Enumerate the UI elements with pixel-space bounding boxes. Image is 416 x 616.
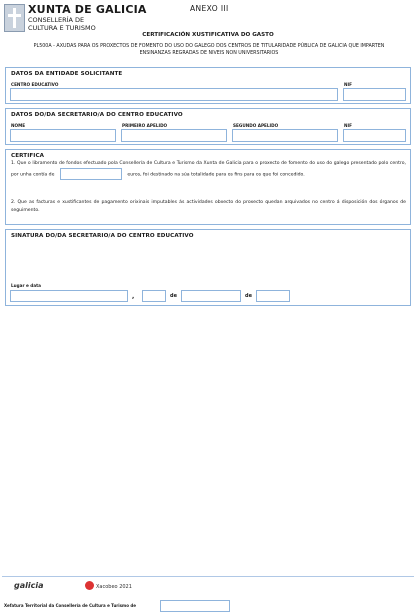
department-name (28, 16, 96, 32)
entity-nif-label: NIF (344, 82, 352, 87)
annex-label: ANEXO III (190, 4, 229, 13)
document-subtitle: PL500A - AXUDAS PARA OS PROXECTOS DE FOMENTO DO USO DO GALEGO DOS CENTROS DE TITULARIDADE PÚBLICA DE GALICIA QUE IMPARTEN ENSINANZAS REGRADAS DE NIVEIS NON UNIVERSITARIOS (33, 44, 385, 56)
certifica-item-2: 2. Que as facturas e xustificantes de pagamento orixinais imputables ás actividades obxecto do proxecto quedan arquivados no centro á disposición dos órganos de seguimento. (11, 200, 406, 213)
centro-educativo-field[interactable] (10, 88, 338, 101)
nome-label: NOME (11, 123, 26, 128)
secretary-section-heading: DATOS DO/DA SECRETARIO/A DO CENTRO EDUCATIVO (11, 112, 183, 118)
nome-field[interactable] (10, 129, 116, 142)
entity-section-heading: DATOS DA ENTIDADE SOLICITANTE (11, 71, 123, 77)
amount-field[interactable] (60, 168, 122, 180)
entity-nif-field[interactable] (343, 88, 406, 101)
secretary-nif-label: NIF (344, 123, 352, 128)
year-field[interactable] (256, 290, 290, 302)
document-title: CERTIFICACIÓN XUSTIFICATIVA DO GASTO (142, 32, 274, 38)
jefatura-field[interactable] (160, 600, 230, 612)
segundo-apelido-label: SEGUNDO APELIDO (233, 123, 279, 128)
xacobeo-label: Xacobeo 2021 (96, 584, 132, 590)
org-name: XUNTA DE GALICIA (28, 3, 147, 16)
footer-divider (2, 576, 414, 577)
secretary-nif-field[interactable] (343, 129, 406, 142)
certifica-item-1 (11, 160, 406, 180)
day-field[interactable] (142, 290, 166, 302)
centro-educativo-label: CENTRO EDUCATIVO (11, 82, 59, 87)
signature-heading: SINATURA DO/DA SECRETARIO/A DO CENTRO EDUCATIVO (11, 233, 194, 239)
certifica-item-1-text-end: euros, foi destinado na súa totalidade para os fins para os que foi concedido. (127, 172, 305, 178)
month-field[interactable] (181, 290, 241, 302)
primeiro-apelido-label: PRIMEIRO APELIDO (122, 123, 168, 128)
de-separator-1: de (170, 293, 177, 299)
place-field[interactable] (10, 290, 128, 302)
galicia-brand-logo: galicia (14, 581, 44, 590)
certifica-heading: CERTIFICA (11, 153, 45, 159)
de-separator-2: de (245, 293, 252, 299)
department-line-2: CULTURA E TURISMO (28, 24, 96, 32)
comma-separator: , (132, 293, 135, 300)
jefatura-label: Xefatura Territorial da Consellería de Cultura e Turismo de (4, 603, 136, 608)
primeiro-apelido-field[interactable] (121, 129, 227, 142)
place-date-label: Lugar e data (11, 283, 41, 288)
xacobeo-logo-icon (85, 581, 94, 590)
department-line-1: CONSELLERÍA DE (28, 16, 85, 24)
xunta-logo-icon (4, 4, 25, 32)
segundo-apelido-field[interactable] (232, 129, 338, 142)
certifica-item-1-text: 1. Que o libramento de fondos efectuado pola Consellería de Cultura e Turismo da Xunta de Galicia para o proxecto de fomento do uso do galego presentado polo centro, por unha contía de (11, 161, 406, 178)
